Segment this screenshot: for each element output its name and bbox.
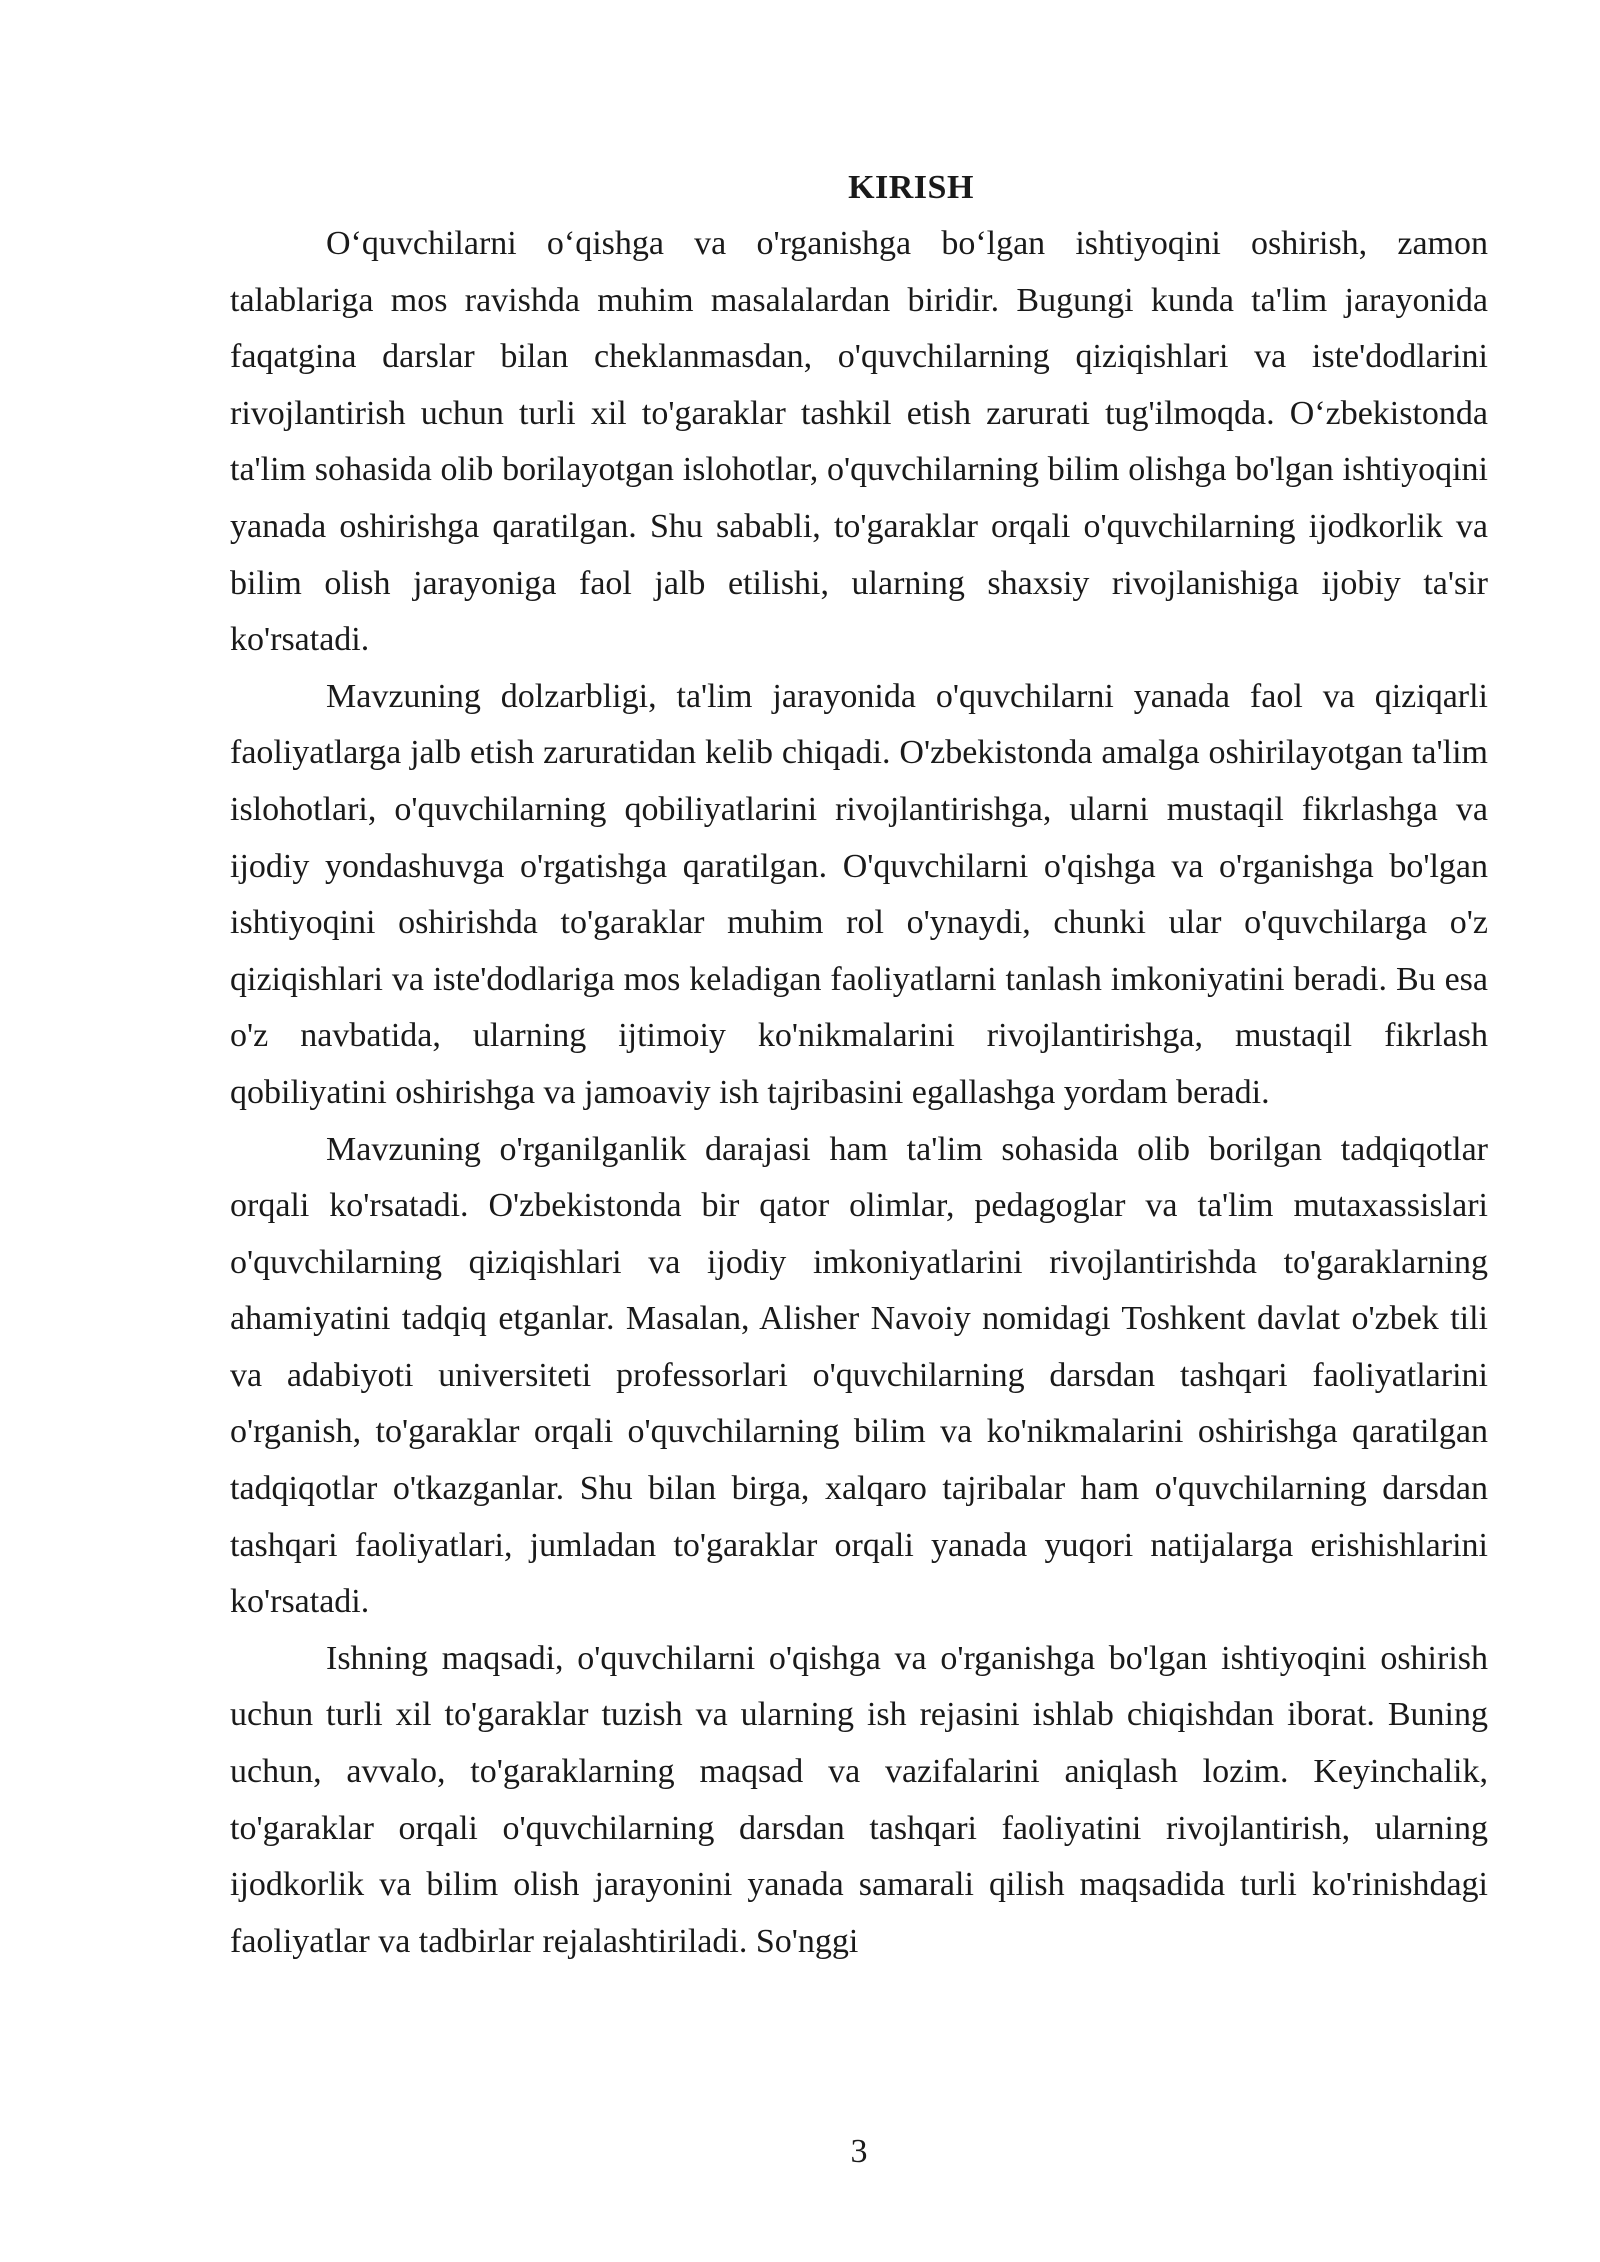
- page-title: KIRISH: [848, 169, 974, 206]
- page-number: 3: [850, 2133, 868, 2170]
- paragraph-relevance: Mavzuning dolzarbligi, ta'lim jarayonida o'quvchilarni yanada faol va qiziqarli faoliyatlarga jalb etish zaruratidan kelib chiqadi. O'zbekistonda amalga oshirilayotgan ta'lim islohotlari, o'quvchilarning qobiliyatlarini rivojlantirishga, ularni mustaqil fikrlashga va ijodiy yondashuvga o'rgatishga qaratilgan. O'quvchilarni o'qishga va o'rganishga bo'lgan ishtiyoqini oshirishda to'garaklar muhim rol o'ynaydi, chunki ular o'quvchilarga o'z qiziqishlari va iste'dodlariga mos keladigan faoliyatlarni tanlash imkoniyatini beradi. Bu esa o'z navbatida, ularning ijtimoiy ko'nikmalarini rivojlantirishga, mustaqil fikrlash qobiliyatini oshirishga va jamoaviy ish tajribasini egallashga yordam beradi.: [230, 677, 1488, 1111]
- document-page: [230, 160, 1488, 1970]
- paragraph-study-level: Mavzuning o'rganilganlik darajasi ham ta'lim sohasida olib borilgan tadqiqotlar orqali ko'rsatadi. O'zbekistonda bir qator olimlar, pedagoglar va ta'lim mutaxassislari o'quvchilarning qiziqishlari va ijodiy imkoniyatlarini rivojlantirishda to'garaklarning ahamiyatini tadqiq etganlar. Masalan, Alisher Navoiy nomidagi Toshkent davlat o'zbek tili va adabiyoti universiteti professorlari o'quvchilarning darsdan tashqari faoliyatlarini o'rganish, to'garaklar orqali o'quvchilarning bilim va ko'nikmalarini oshirishga qaratilgan tadqiqotlar o'tkazganlar. Shu bilan birga, xalqaro tajribalar ham o'quvchilarning darsdan tashqari faoliyatlari, jumladan to'garaklar orqali yanada yuqori natijalarga erishishlarini ko'rsatadi.: [230, 1130, 1488, 1621]
- paragraph-goal: Ishning maqsadi, o'quvchilarni o'qishga va o'rganishga bo'lgan ishtiyoqini oshirish uchun turli xil to'garaklar tuzish va ularning ish rejasini ishlab chiqishdan iborat. Buning uchun, avvalo, to'garaklarning maqsad va vazifalarini aniqlash lozim. Keyinchalik, to'garaklar orqali o'quvchilarning darsdan tashqari faoliyatini rivojlantirish, ularning ijodkorlik va bilim olish jarayonini yanada samarali qilish maqsadida turli ko'rinishdagi faoliyatlar va tadbirlar rejalashtiriladi. So'nggi: [230, 1639, 1488, 1960]
- paragraph-intro: O‘quvchilarni o‘qishga va o'rganishga bo‘lgan ishtiyoqini oshirish, zamon talablariga mos ravishda muhim masalalardan biridir. Bugungi kunda ta'lim jarayonida faqatgina darslar bilan cheklanmasdan, o'quvchilarning qiziqishlari va iste'dodlarini rivojlantirish uchun turli xil to'garaklar tashkil etish zarurati tug'ilmoqda. O‘zbekistonda ta'lim sohasida olib borilayotgan islohotlar, o'quvchilarning bilim olishga bo'lgan ishtiyoqini yanada oshirishga qaratilgan. Shu sababli, to'garaklar orqali o'quvchilarning ijodkorlik va bilim olish jarayoniga faol jalb etilishi, ularning shaxsiy rivojlanishiga ijobiy ta'sir ko'rsatadi.: [230, 225, 1488, 659]
